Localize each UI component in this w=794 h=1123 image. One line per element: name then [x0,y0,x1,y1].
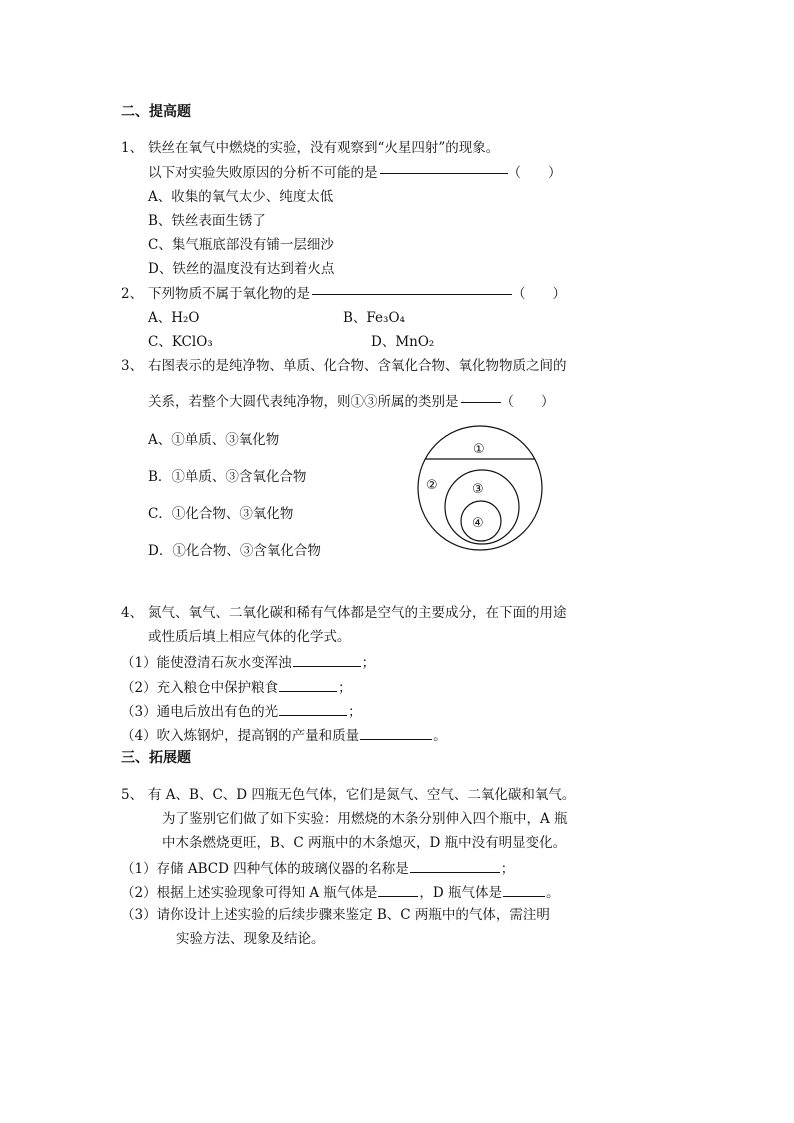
q5-item-3: （3）请你设计上述实验的后续步骤来鉴定 B、C 两瓶中的气体，需注明 [121,907,550,923]
q1-answer-paren: （ ） [507,165,562,181]
q3-number: 3、 [121,358,144,374]
q4-item-3-blank[interactable] [279,702,347,716]
q5-item-1 [121,859,514,877]
q1-option-d: D、铁丝的温度没有达到着火点 [148,261,335,277]
q5-stem3: 中木条燃烧更旺，B、C 两瓶中的木条熄灭，D 瓶中没有明显变化。 [162,835,567,851]
diagram-label-3: ③ [472,482,484,497]
q5-stem: 有 A、B、C、D 四瓶无色气体，它们是氮气、空气、二氧化碳和氧气。 [148,787,576,803]
q4-item-4-text: （4）吹入炼钢炉，提高钢的产量和质量 [121,728,360,744]
q5-item-2 [121,883,560,901]
q4-item-2 [121,678,352,696]
section-title-improve: 二、提高题 [121,104,191,120]
q2-option-d: D、MnO₂ [371,334,435,350]
q3-option-b: B．①单质、③含氧化合物 [148,469,307,485]
q4-item-2-end: ； [338,680,352,696]
q4-stem2: 或性质后填上相应气体的化学式。 [148,629,351,645]
q1-option-c: C、集气瓶底部没有铺一层细沙 [148,237,334,253]
substance-classification-diagram [416,424,544,552]
section-title-extension: 三、拓展题 [121,750,191,766]
diagram-label-2: ② [426,478,438,493]
q4-number: 4、 [121,605,144,621]
q3-stem-line2 [148,394,555,410]
q4-item-2-text: （2）充入粮仓中保护粮食 [121,680,279,696]
q3-option-c: C．①化合物、③氧化物 [148,506,294,522]
q3-stem: 右图表示的是纯净物、单质、化合物、含氧化合物、氧化物物质之间的 [148,358,567,374]
q2-stem-line [148,286,566,302]
q2-option-b: B、Fe₃O₄ [343,310,405,326]
q3-dash-line [461,402,501,403]
q4-item-4 [121,726,447,744]
q4-item-1-blank[interactable] [293,653,361,667]
q1-stem2: 以下对实验失败原因的分析不可能的是 [148,165,378,181]
q1-stem: 铁丝在氧气中燃烧的实验，没有观察到“火星四射”的现象。 [148,140,500,156]
q3-option-a: A、①单质、③氧化物 [148,432,280,448]
q3-stem2: 关系，若整个大圆代表纯净物，则①③所属的类别是 [148,394,459,410]
q5-item-2-text-a: （2）根据上述实验现象可得知 A 瓶气体是 [121,885,378,901]
q4-stem: 氮气、氧气、二氧化碳和稀有气体都是空气的主要成分，在下面的用途 [148,605,567,621]
q2-option-c: C、KClO₃ [148,334,213,350]
q4-item-1-end: ； [361,655,376,671]
q4-item-1 [121,653,375,671]
q4-item-1-text: （1）能使澄清石灰水变浑浊 [121,655,292,671]
diagram-label-1: ① [473,442,485,457]
q5-stem2: 为了鉴别它们做了如下实验：用燃烧的木条分别伸入四个瓶中，A 瓶 [162,811,568,827]
q1-option-b: B、铁丝表面生锈了 [148,213,266,229]
q3-answer-paren: （ ） [500,394,555,410]
q1-dash-line [380,173,508,174]
q5-item-2-blank-b[interactable] [503,883,545,897]
q4-item-4-end: 。 [433,728,447,744]
q2-number: 2、 [121,286,144,302]
q1-stem-line2 [148,165,562,181]
q2-stem: 下列物质不属于氧化物的是 [148,286,310,302]
q2-dash-line [312,294,512,295]
q2-option-a: A、H₂O [148,310,200,326]
q4-item-3 [121,702,362,720]
q4-item-4-blank[interactable] [360,726,432,740]
q5-item-1-blank[interactable] [410,859,500,873]
q4-item-3-end: ； [348,704,362,720]
q1-option-a: A、收集的氧气太少、纯度太低 [148,189,334,205]
q5-item-2-end: 。 [546,885,560,901]
q4-item-2-blank[interactable] [279,678,337,692]
q5-item-1-end: ； [500,861,515,877]
q4-item-3-text: （3）通电后放出有色的光 [121,704,279,720]
q5-item-1-text: （1）存储 ABCD 四种气体的玻璃仪器的名称是 [121,861,409,877]
q5-item-2-text-b: ，D 瓶气体是 [419,885,503,901]
q5-number: 5、 [121,787,144,803]
q5-item-3-line2: 实验方法、现象及结论。 [176,931,325,947]
q2-answer-paren: （ ） [512,286,566,302]
q3-option-d: D．①化合物、③含氧化合物 [148,543,321,559]
q1-number: 1、 [121,140,144,156]
q5-item-2-blank-a[interactable] [378,883,418,897]
diagram-label-4: ④ [472,516,484,531]
